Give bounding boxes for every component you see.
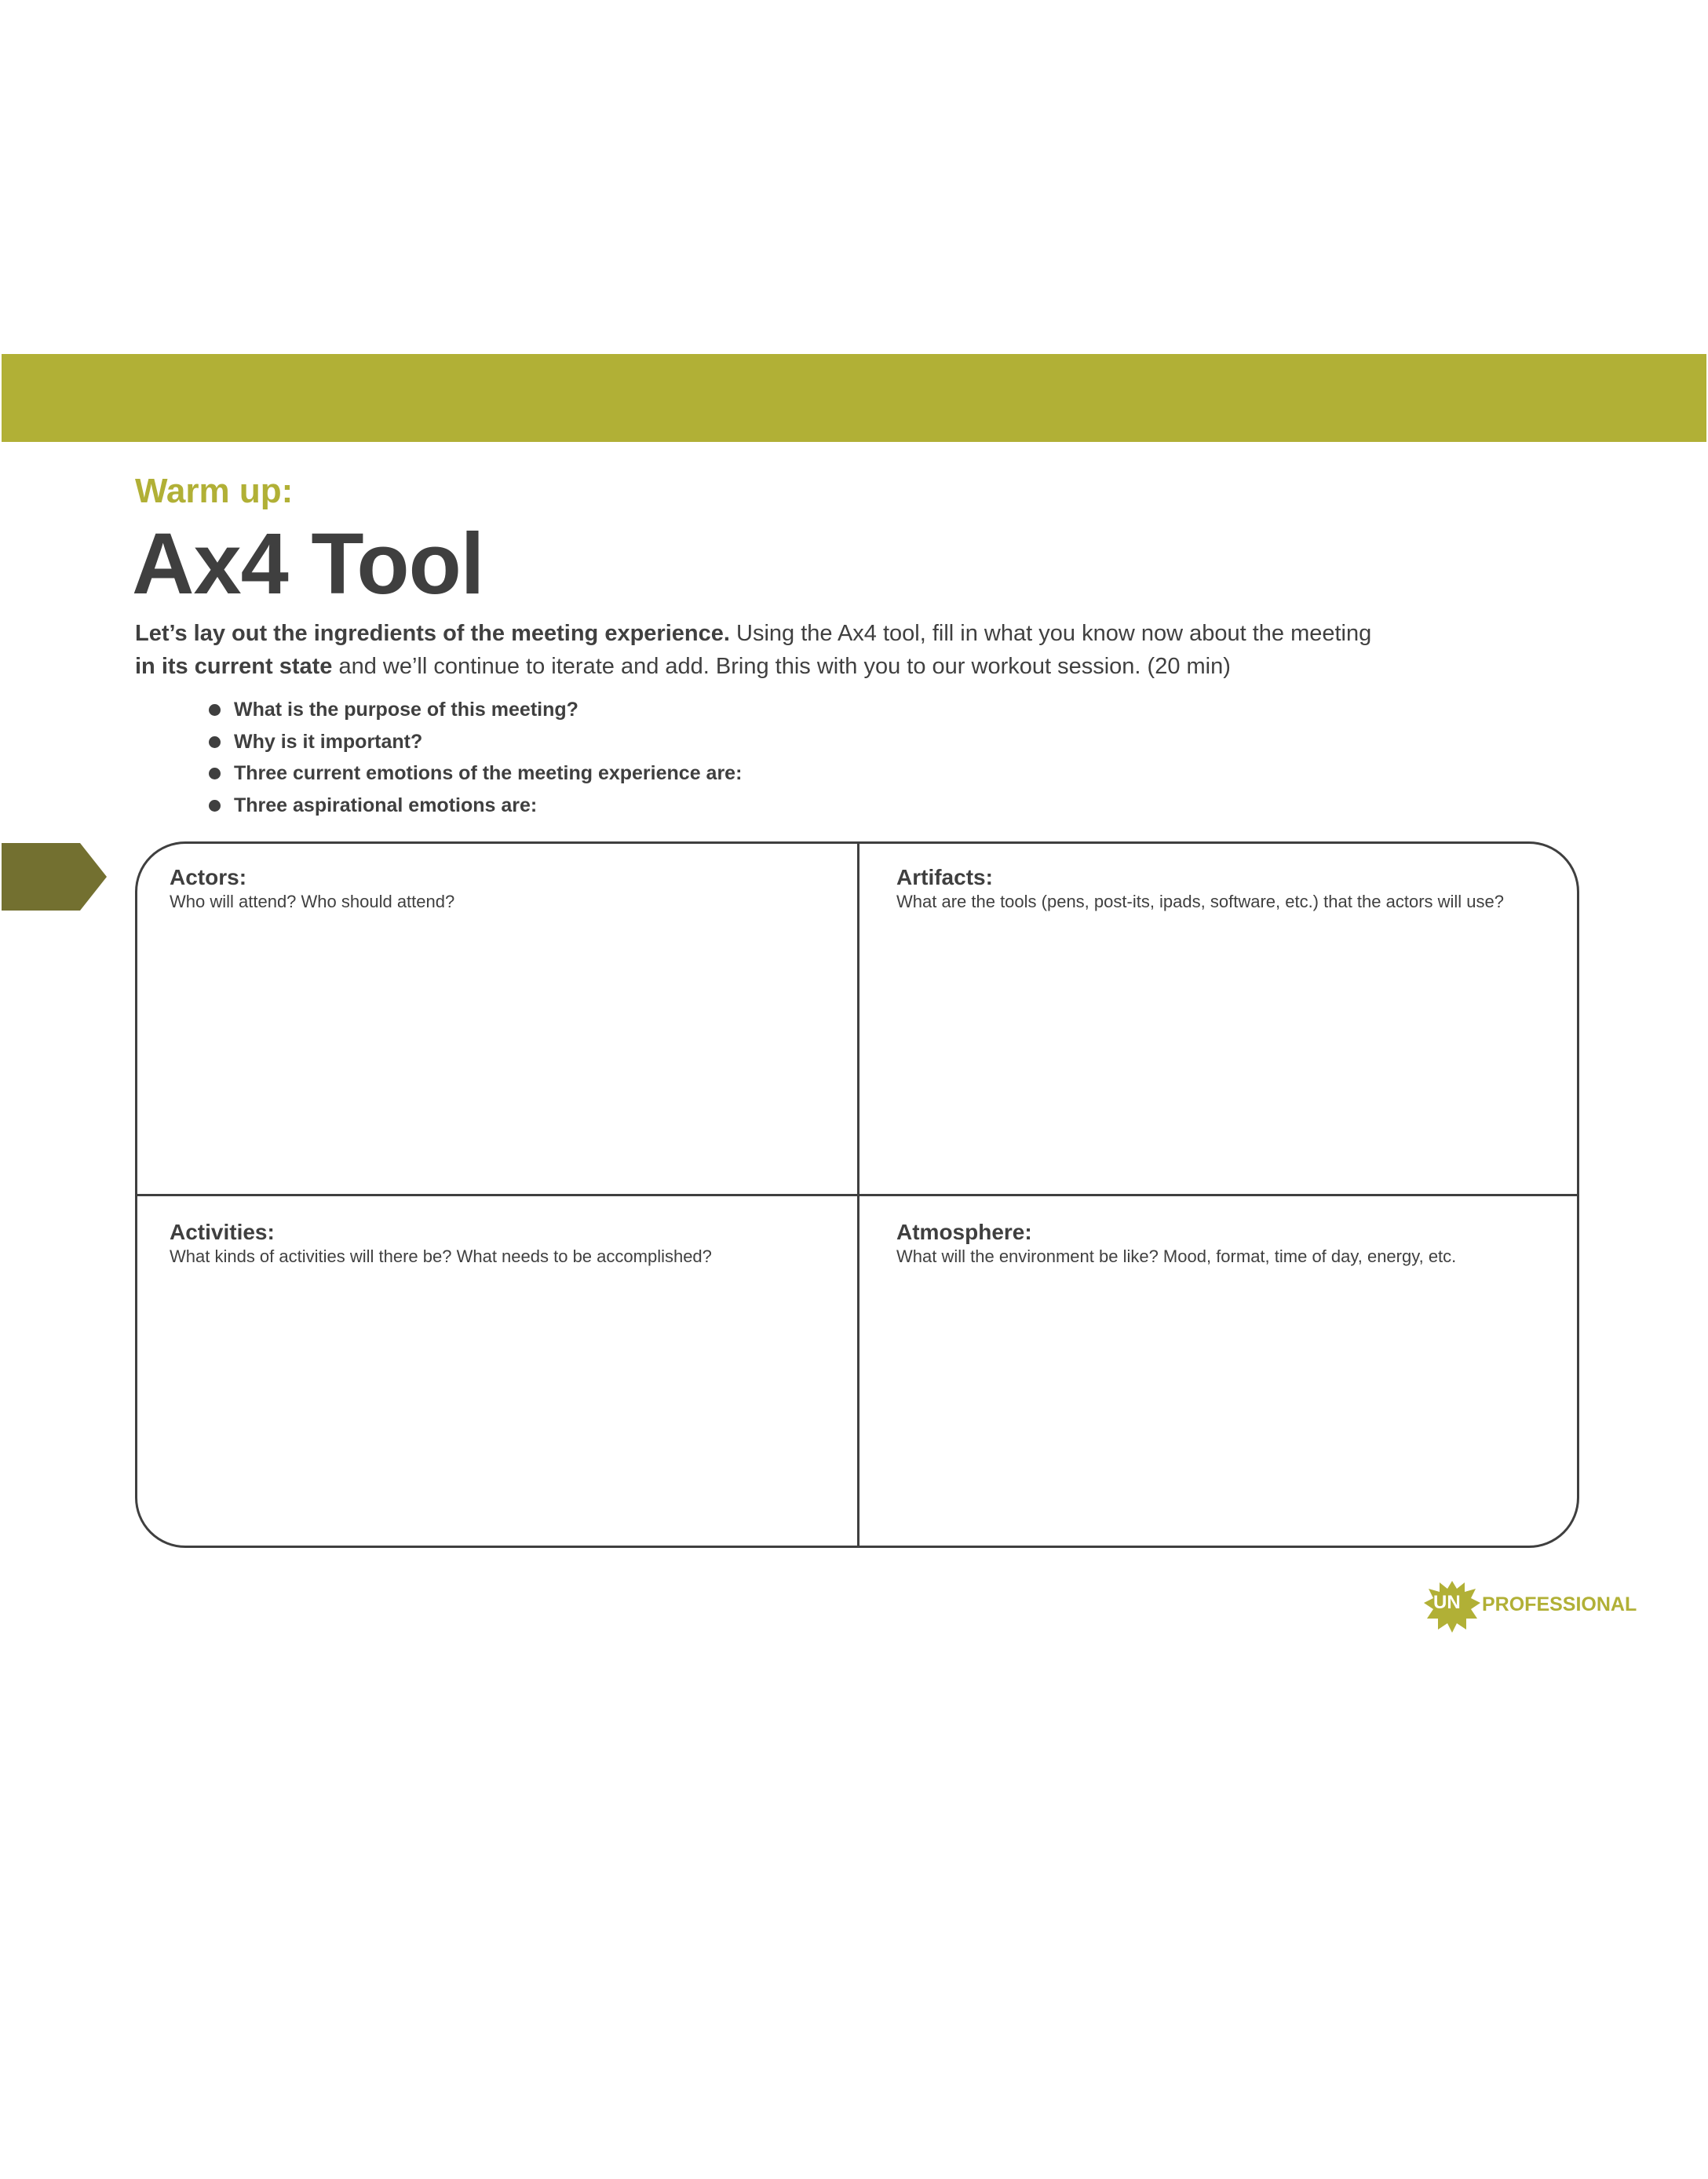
logo-badge-text: UN — [1433, 1592, 1461, 1613]
intro-paragraph — [135, 617, 1611, 683]
quadrant-description: What will the environment be like? Mood, format, time of day, energy, etc. — [896, 1246, 1457, 1266]
quadrant-atmosphere — [896, 1220, 1650, 1268]
quadrant-artifacts — [896, 865, 1650, 914]
list-item: Three current emotions of the meeting experience are: — [207, 757, 742, 790]
intro-bold-lead: Let’s lay out the ingredients of the meeting experience. — [135, 621, 730, 646]
list-item: What is the purpose of this meeting? — [207, 694, 742, 726]
list-item: Three aspirational emotions are: — [207, 790, 742, 822]
question-list — [207, 694, 742, 821]
quadrant-title: Artifacts: — [896, 865, 993, 889]
quadrant-title: Atmosphere: — [896, 1220, 1032, 1244]
intro-text-2: and we’ll continue to iterate and add. Bring this with you to our workout session. (20 min) — [332, 654, 1231, 679]
grid-horizontal-divider — [136, 1194, 1578, 1196]
brand-logo — [1422, 1576, 1637, 1636]
quadrant-description: Who will attend? Who should attend? — [170, 892, 455, 911]
quadrant-title: Activities: — [170, 1220, 275, 1244]
quadrant-description: What are the tools (pens, post-its, ipads, software, etc.) that the actors will use? — [896, 892, 1505, 911]
quadrant-description: What kinds of activities will there be? What needs to be accomplished? — [170, 1246, 712, 1266]
quadrant-activities — [170, 1220, 923, 1268]
quadrant-actors — [170, 865, 923, 914]
section-eyebrow: Warm up: — [135, 472, 294, 510]
logo-wordmark: PROFESSIONAL — [1482, 1593, 1637, 1615]
side-arrow-tab — [2, 843, 107, 911]
intro-text-1: Using the Ax4 tool, fill in what you know now about the meeting — [729, 621, 1372, 646]
list-item: Why is it important? — [207, 726, 742, 758]
header-color-band — [2, 354, 1706, 442]
intro-bold-current-state: in its current state — [135, 654, 333, 679]
page-title: Ax4 Tool — [132, 516, 484, 612]
quadrant-title: Actors: — [170, 865, 247, 889]
